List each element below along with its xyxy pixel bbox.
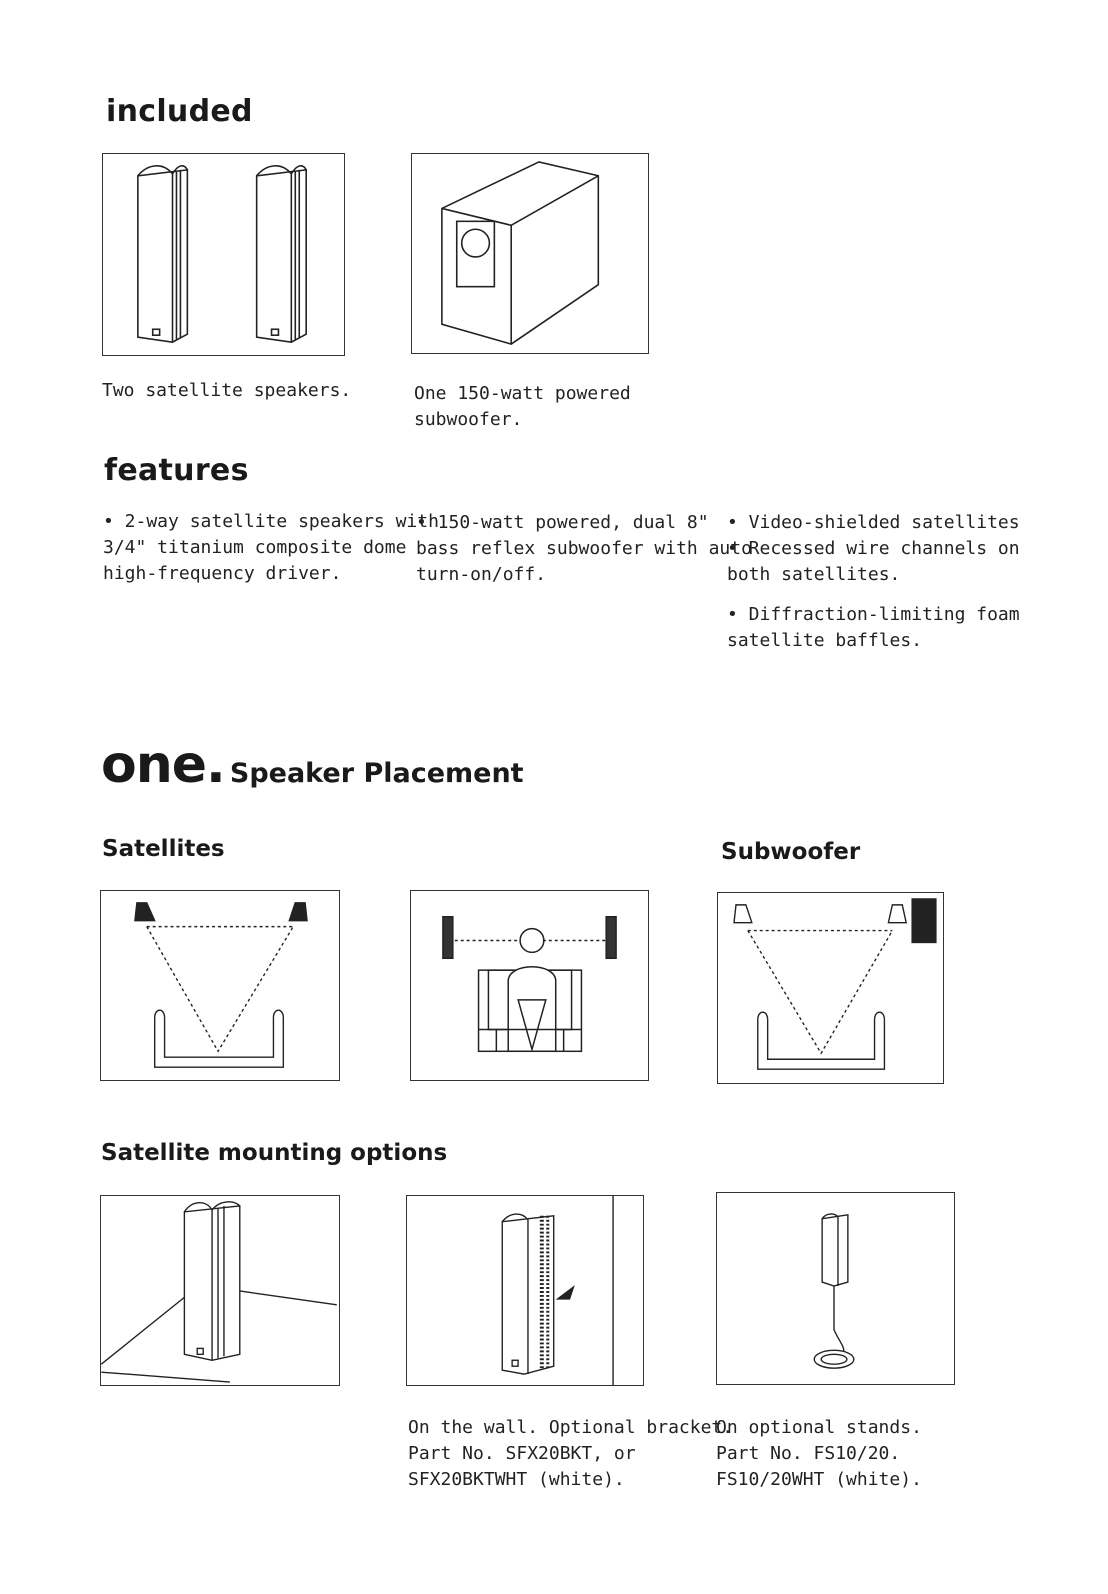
feature-line: turn-on/off. [416, 564, 547, 585]
feature-column-3 [727, 510, 1020, 588]
wall-mount-drawing [407, 1196, 643, 1385]
wall-mount-illustration [406, 1195, 644, 1386]
feature-line: satellite baffles. [727, 630, 923, 651]
stand-mount-illustration [716, 1192, 955, 1385]
caption-line: SFX20BKTWHT (white). [408, 1469, 625, 1490]
caption-line: On optional stands. [716, 1417, 922, 1438]
listener-drawing [411, 891, 648, 1080]
subwoofer-illustration [411, 153, 649, 354]
stand-mount-drawing [717, 1193, 954, 1384]
subwoofer-triangle-drawing [718, 893, 943, 1083]
satellite-speakers-drawing [103, 154, 344, 355]
section-dot: . [206, 735, 225, 795]
satellites-heading: Satellites [102, 836, 225, 862]
caption-line: Two satellite speakers. [102, 380, 352, 401]
subwoofer-heading: Subwoofer [721, 839, 861, 865]
caption-line: Part No. FS10/20. [716, 1443, 901, 1464]
feature-line: 3/4" titanium composite dome [103, 537, 407, 558]
mounting-heading: Satellite mounting options [101, 1140, 448, 1166]
listener-position-diagram [410, 890, 649, 1081]
section-one-title [101, 735, 524, 795]
shelf-mount-illustration [100, 1195, 340, 1386]
caption-line: On the wall. Optional bracket. [408, 1417, 734, 1438]
feature-line: bass reflex subwoofer with auto [416, 538, 752, 559]
subwoofer-placement-diagram [717, 892, 944, 1084]
feature-line: high-frequency driver. [103, 563, 342, 584]
included-caption-satellites [102, 378, 351, 404]
included-caption-subwoofer [414, 381, 631, 433]
feature-line: both satellites. [727, 564, 901, 585]
satellites-placement-diagram [100, 890, 340, 1081]
subwoofer-drawing [412, 154, 648, 353]
caption-line: FS10/20WHT (white). [716, 1469, 922, 1490]
section-title: Speaker Placement [229, 758, 524, 789]
satellite-speakers-illustration [102, 153, 345, 356]
feature-line: • Diffraction-limiting foam [727, 604, 1020, 625]
feature-line: • 150-watt powered, dual 8" [416, 512, 709, 533]
caption-line: subwoofer. [414, 409, 523, 430]
feature-column-4 [727, 602, 1020, 654]
features-heading: features [104, 453, 249, 488]
feature-column-1 [103, 509, 439, 587]
section-number: one [101, 735, 207, 795]
feature-line: • 2-way satellite speakers with [103, 511, 439, 532]
feature-line: • Recessed wire channels on [727, 538, 1020, 559]
listening-triangle-drawing [101, 891, 339, 1080]
wall-mount-caption [408, 1415, 733, 1493]
feature-column-2 [416, 510, 752, 588]
feature-line: • Video-shielded satellites [727, 512, 1020, 533]
caption-line: Part No. SFX20BKT, or [408, 1443, 636, 1464]
stand-mount-caption [716, 1415, 922, 1493]
included-heading: included [106, 94, 253, 129]
shelf-mount-drawing [101, 1196, 339, 1385]
caption-line: One 150-watt powered [414, 383, 631, 404]
